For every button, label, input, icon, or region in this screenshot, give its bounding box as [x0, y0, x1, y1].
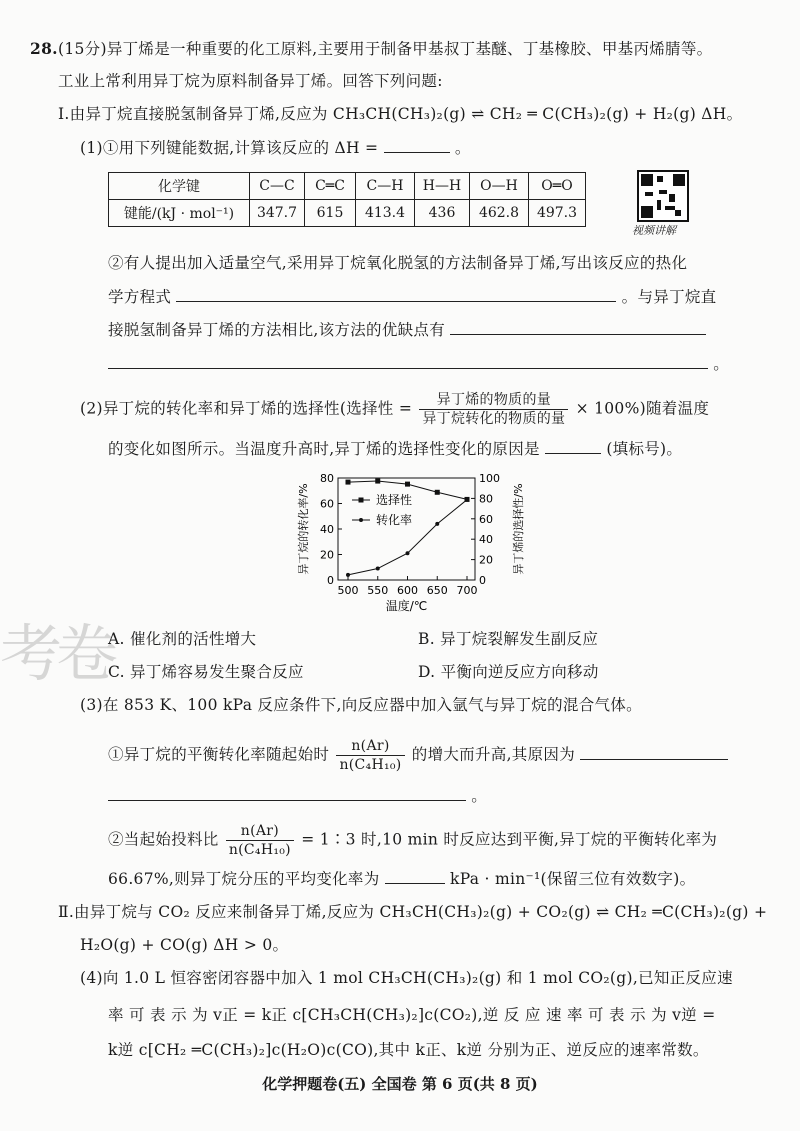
- q2-hint: (填标号)。: [606, 440, 683, 458]
- data-point: [405, 482, 410, 487]
- y-left-tick-label: 80: [320, 472, 334, 485]
- part2-heading-b: H₂O(g) + CO(g) ΔH > 0。: [80, 936, 289, 954]
- q2-prompt-post: × 100%)随着温度: [575, 399, 710, 418]
- answer-blank[interactable]: [450, 318, 706, 335]
- question-intro-2: 工业上常利用异丁烷为原料制备异丁烯。回答下列问题:: [58, 72, 443, 90]
- answer-blank[interactable]: [385, 867, 445, 884]
- q1-1-end: 。: [454, 139, 471, 157]
- fraction-denominator: n(C₄H₁₀): [228, 842, 291, 858]
- fraction-numerator: n(Ar): [336, 737, 404, 756]
- chart: [290, 462, 530, 614]
- y-right-tick-label: 20: [479, 553, 493, 567]
- x-tick-label: 650: [426, 584, 448, 597]
- y-right-tick-label: 60: [479, 512, 493, 526]
- data-point: [346, 573, 350, 577]
- answer-blank[interactable]: [108, 784, 466, 801]
- series-line: [348, 500, 467, 575]
- q1-2-text-c: [108, 318, 706, 341]
- y-right-tick-label: 40: [479, 533, 493, 547]
- option-a[interactable]: A. 催化剂的活性增大: [108, 630, 257, 648]
- option-c[interactable]: C. 异丁烯容易发生聚合反应: [108, 663, 304, 681]
- q3-1-prompt-post: 的增大而升高,其原因为: [411, 745, 576, 764]
- qr-code-icon[interactable]: [637, 170, 689, 222]
- y-right-tick-label: 0: [479, 574, 486, 587]
- y-left-tick-label: 20: [320, 548, 334, 562]
- y-left-tick-label: 40: [320, 523, 334, 536]
- answer-blank[interactable]: [545, 437, 601, 454]
- legend-marker: [359, 498, 364, 503]
- fraction-denominator: 异丁烷转化的物质的量: [422, 411, 566, 427]
- q2-text-b: [108, 437, 682, 460]
- table-cell: 436: [415, 200, 470, 227]
- y-left-tick-label: 0: [327, 574, 334, 587]
- data-point: [375, 479, 380, 484]
- fraction-numerator: n(Ar): [226, 822, 294, 841]
- qr-label: 视频讲解: [632, 224, 676, 237]
- y-left-tick-label: 60: [320, 497, 334, 511]
- option-b[interactable]: B. 异丁烷裂解发生副反应: [418, 630, 599, 648]
- x-axis-label: 温度/℃: [385, 599, 428, 613]
- answer-blank[interactable]: [176, 285, 616, 302]
- q3-2-unit: kPa · min⁻¹(保留三位有效数字)。: [450, 870, 696, 888]
- table-cell: 347.7: [250, 200, 305, 227]
- table-header-row: [109, 173, 586, 200]
- q4-text: (4)向 1.0 L 恒容密闭容器中加入 1 mol CH₃CH(CH₃)₂(g) 和 1 mol CO₂(g),已知正反应速: [80, 969, 733, 987]
- fraction-numerator: 异丁烯的物质的量: [419, 391, 568, 410]
- q3-text: (3)在 853 K、100 kPa 反应条件下,向反应器中加入氩气与异丁烷的混合气体。: [80, 696, 642, 714]
- q3-1-text-b: [108, 784, 487, 807]
- table-cell: 497.3: [529, 200, 586, 227]
- q3-2-prompt-post: = 1∶3 时,10 min 时反应达到平衡,异丁烷的平衡转化率为: [301, 830, 718, 849]
- part1-heading: Ⅰ.由异丁烷直接脱氢制备异丁烯,反应为 CH₃CH(CH₃)₂(g) ⇌ CH₂ ═ C(CH₃)₂(g) + H₂(g) ΔH。: [58, 105, 743, 123]
- table-cell: 413.4: [356, 200, 415, 227]
- y-right-tick-label: 80: [479, 492, 493, 506]
- watermark: 考卷: [0, 617, 113, 690]
- q4-text-c: k逆 c[CH₂ ═C(CH₃)₂]c(H₂O)c(CO),其中 k正、k逆 分别为正、逆反应的速率常数。: [108, 1041, 709, 1059]
- question-intro: (15分)异丁烯是一种重要的化工原料,主要用于制备甲基叔丁基醚、丁基橡胶、甲基丙烯腈等。: [58, 40, 713, 58]
- q1-2-end-d: 。: [713, 355, 730, 373]
- table-cell: 化学键: [109, 173, 250, 200]
- ratio-fraction-2: [226, 822, 294, 859]
- option-d[interactable]: D. 平衡向逆反应方向移动: [418, 663, 599, 681]
- x-tick-label: 550: [367, 584, 389, 597]
- q3-2-text: [108, 822, 717, 859]
- table-cell: H—H: [415, 173, 470, 200]
- part2-heading: Ⅱ.由异丁烷与 CO₂ 反应来制备异丁烯,反应为 CH₃CH(CH₃)₂(g) + CO₂(g) ⇌ CH₂ ═C(CH₃)₂(g) +: [58, 903, 768, 921]
- page-footer: 化学押题卷(五) 全国卷 第 6 页(共 8 页): [262, 1075, 538, 1093]
- q2-prompt: (2)异丁烷的转化率和异丁烯的选择性(选择性 =: [80, 399, 413, 418]
- table-row: [109, 200, 586, 227]
- x-tick-label: 600: [397, 584, 418, 597]
- q2-text: [80, 391, 709, 428]
- legend-label: 转化率: [376, 513, 413, 527]
- y-right-axis-label: 异丁烯的选择性/%: [512, 483, 525, 575]
- data-point: [406, 551, 410, 555]
- q1-2-prompt: 接脱氢制备异丁烯的方法相比,该方法的优缺点有: [108, 321, 446, 339]
- legend-marker: [359, 518, 363, 522]
- q3-1-prompt: ①异丁烷的平衡转化率随起始时: [108, 745, 330, 764]
- q1-2-text: ②有人提出加入适量空气,采用异丁烷氧化脱氢的方法制备异丁烯,写出该反应的热化: [108, 254, 688, 272]
- q3-1-end: 。: [471, 787, 488, 805]
- table-cell: O—H: [470, 173, 529, 200]
- table-cell: C═C: [305, 173, 356, 200]
- table-cell: C—H: [356, 173, 415, 200]
- answer-blank[interactable]: [108, 352, 708, 369]
- q1-2-text-b: [108, 285, 716, 308]
- q3-2-text-b: [108, 867, 695, 890]
- q3-2-prompt: ②当起始投料比: [108, 830, 219, 849]
- answer-blank[interactable]: [384, 136, 450, 153]
- data-point: [465, 498, 469, 502]
- q1-2-label: 学方程式: [108, 288, 172, 306]
- table-cell: 615: [305, 200, 356, 227]
- q4-text-b: 率 可 表 示 为 v正 = k正 c[CH₃CH(CH₃)₂]c(CO₂),逆 反 应 速 率 可 表 示 为 v逆 =: [108, 1006, 716, 1024]
- bond-energy-table: [108, 172, 586, 227]
- table-cell: C—C: [250, 173, 305, 200]
- y-right-tick-label: 100: [479, 472, 500, 485]
- x-tick-label: 700: [456, 584, 478, 597]
- table-cell: 键能/(kJ · mol⁻¹): [109, 200, 250, 227]
- question-number: 28.: [30, 39, 58, 58]
- q3-2-question: 66.67%,则异丁烷分压的平均变化率为: [108, 870, 380, 888]
- q1-1-prompt: (1)①用下列键能数据,计算该反应的 ΔH =: [80, 139, 379, 157]
- data-point: [435, 522, 439, 526]
- y-left-axis-label: 异丁烷的转化率/%: [297, 483, 310, 575]
- table-cell: O═O: [529, 173, 586, 200]
- table-cell: 462.8: [470, 200, 529, 227]
- x-tick-label: 500: [337, 584, 359, 597]
- data-point: [376, 567, 380, 571]
- answer-blank[interactable]: [580, 743, 728, 760]
- q2-question: 的变化如图所示。当温度升高时,异丁烯的选择性变化的原因是: [108, 440, 540, 458]
- legend-label: 选择性: [376, 493, 413, 507]
- selectivity-fraction: [419, 391, 568, 428]
- fraction-denominator: n(C₄H₁₀): [339, 757, 402, 773]
- q1-1-text: [80, 136, 471, 159]
- q1-2-text-d: [108, 352, 729, 375]
- data-point: [346, 480, 351, 485]
- q3-1-text: [108, 737, 728, 774]
- q1-2-end: 。与异丁烷直: [621, 288, 717, 306]
- data-point: [435, 490, 440, 495]
- ratio-fraction: [336, 737, 404, 774]
